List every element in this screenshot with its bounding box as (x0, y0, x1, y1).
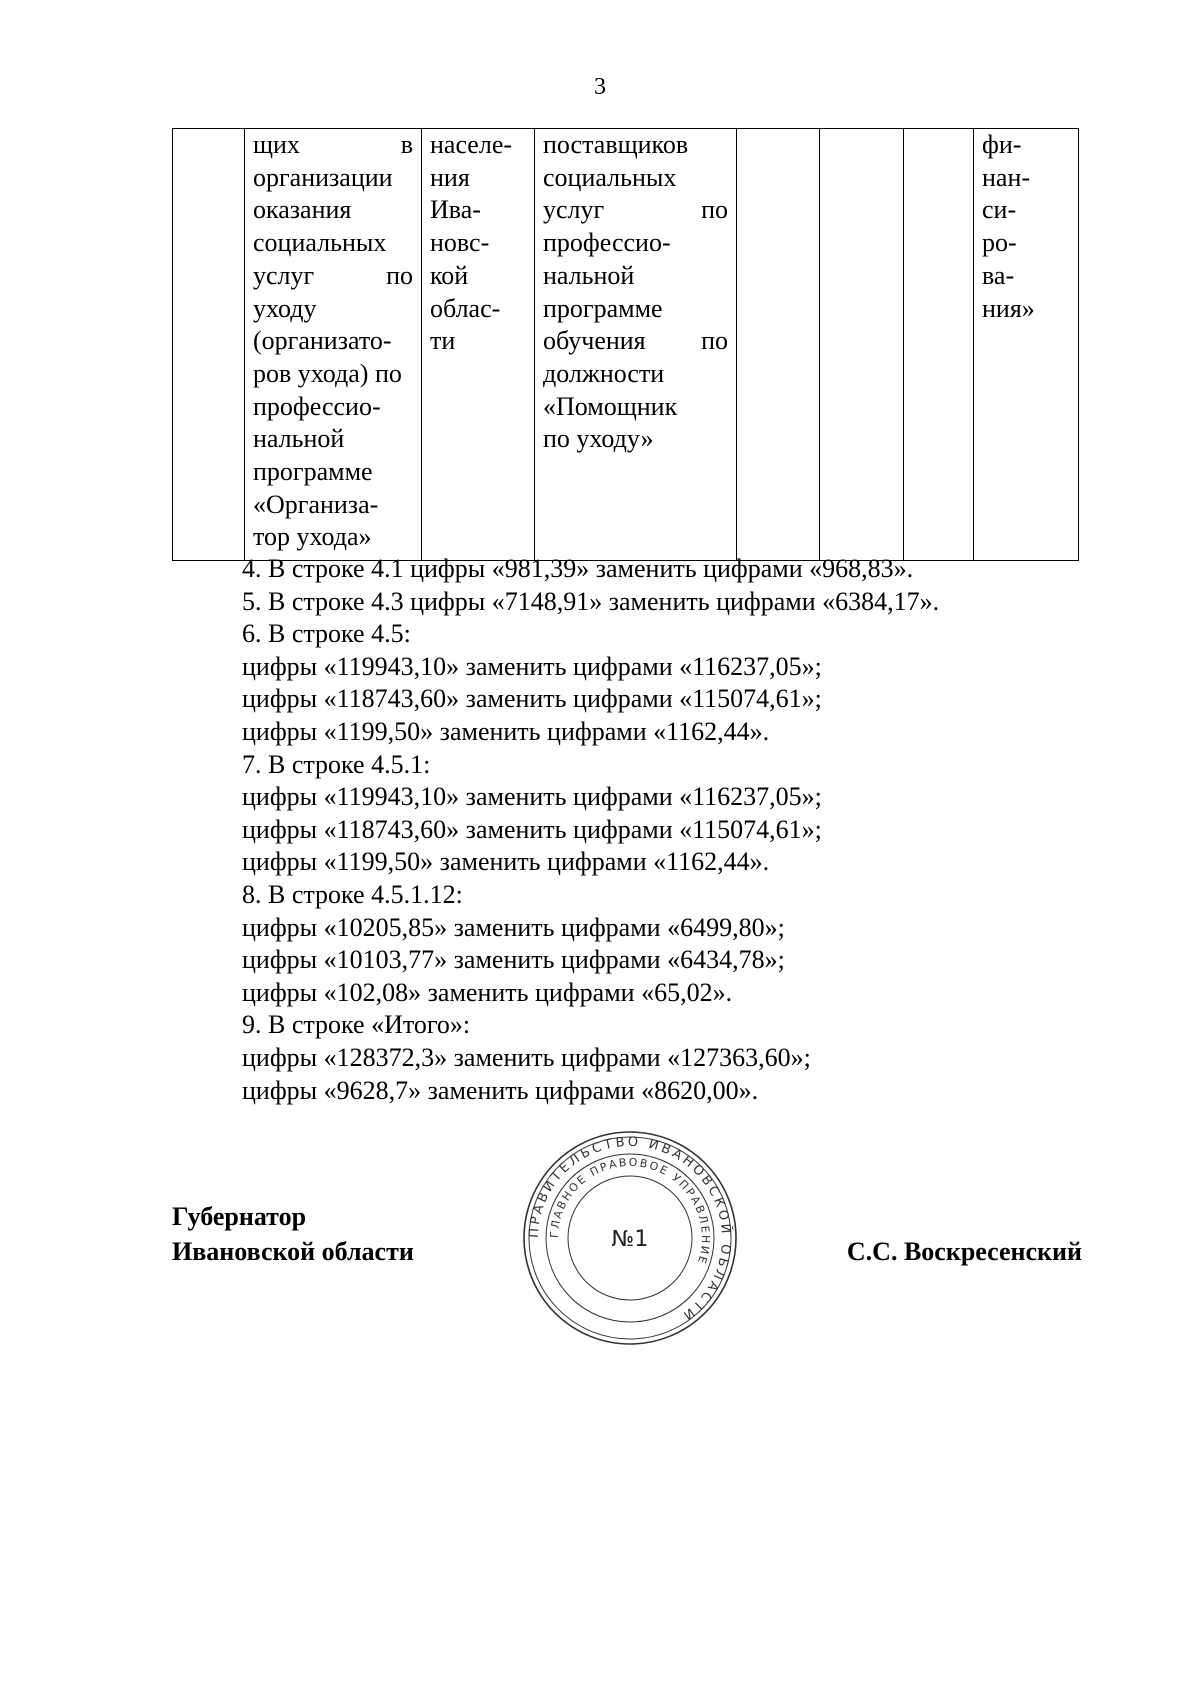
cell-text-line: (организато- (253, 326, 392, 356)
amendment-line: цифры «1199,50» заменить цифрами «1162,44». (242, 847, 770, 877)
signatory-name: С.С. Воскресенский (846, 1237, 1082, 1266)
cell-text-line: новс- (430, 228, 490, 258)
table-row (173, 129, 1079, 561)
cell-text-line: по уходу» (543, 424, 654, 454)
cell-text-line: Ива- (430, 195, 481, 225)
cell-text-line: должности (543, 358, 665, 388)
official-seal (520, 1128, 740, 1348)
cell-text-line: поставщиков (543, 130, 689, 159)
amendment-line: цифры «119943,10» заменить цифрами «116237,05»; (242, 651, 822, 681)
cell-text-line: «Организа- (253, 489, 379, 519)
table-cell (974, 129, 1079, 561)
seal-outer-text: ПРАВИТЕЛЬСТВО ИВАНОВСКОЙ ОБЛАСТИ (526, 1134, 734, 1325)
cell-text-line: си- (982, 195, 1017, 225)
amendment-line: цифры «9628,7» заменить цифрами «8620,00». (242, 1075, 759, 1105)
cell-text-line: программе (253, 457, 373, 487)
cell-text-line (253, 129, 413, 162)
cell-text-line: социальных (253, 228, 387, 258)
cell-word: по (701, 195, 728, 225)
page-number: 3 (594, 74, 606, 100)
cell-text-line: нан- (982, 162, 1031, 192)
cell-text-line: ва- (982, 260, 1015, 290)
amendment-line: 5. В строке 4.3 цифры «7148,91» заменить цифрами «6384,17». (242, 586, 940, 616)
cell-text-line: нальной (253, 424, 345, 454)
cell-text-line: ния (430, 162, 470, 192)
cell-text-line: профессио- (253, 391, 381, 421)
seal-number: №1 (611, 1227, 649, 1252)
cell-text-line: оказания (253, 195, 352, 225)
amendment-line: цифры «128372,3» заменить цифрами «127363,60»; (242, 1042, 811, 1072)
signatory-title (172, 1199, 414, 1269)
cell-text-line (253, 260, 413, 293)
cell-text-line: организации (253, 162, 393, 192)
cell-word: услуг (253, 260, 315, 290)
signatory-title-line: Ивановской области (172, 1237, 414, 1266)
cell-text-line: нальной (543, 260, 635, 290)
cell-text-line: фи- (982, 130, 1022, 159)
cell-text-line: профессио- (543, 228, 671, 258)
cell-text-line: социальных (543, 162, 677, 192)
amendment-line: 9. В строке «Итого»: (242, 1010, 471, 1040)
amendment-line: 4. В строке 4.1 цифры «981,39» заменить цифрами «968,83». (242, 554, 914, 583)
cell-text-line: населе- (430, 130, 513, 159)
amendments-list (242, 553, 1142, 1107)
amendment-line: 7. В строке 4.5.1: (242, 749, 431, 779)
cell-text-line: ния» (982, 293, 1035, 323)
amendment-line: цифры «118743,60» заменить цифрами «115074,61»; (242, 684, 822, 714)
cell-text-line: ро- (982, 228, 1017, 258)
table-cell (904, 129, 974, 561)
cell-text-line: ров ухода) по (253, 358, 402, 388)
amendment-line: цифры «102,08» заменить цифрами «65,02». (242, 977, 733, 1007)
cell-text-line: кой (430, 260, 469, 290)
table-cell (422, 129, 535, 561)
table-cell (535, 129, 737, 561)
cell-text-line: ти (430, 326, 456, 356)
cell-word: услуг (543, 195, 605, 225)
amendment-line: цифры «118743,60» заменить цифрами «115074,61»; (242, 814, 822, 844)
amendment-line: цифры «1199,50» заменить цифрами «1162,44». (242, 716, 770, 746)
cell-word: в (400, 130, 413, 159)
cell-word: по (701, 326, 728, 356)
table-cell (173, 129, 245, 561)
seal-graphic (520, 1128, 740, 1348)
amendment-line: 8. В строке 4.5.1.12: (242, 879, 463, 909)
amendment-line: цифры «119943,10» заменить цифрами «116237,05»; (242, 782, 822, 812)
cell-text-line (543, 194, 728, 227)
continuation-table (172, 128, 1079, 561)
cell-text-line: тор ухода» (253, 522, 372, 552)
cell-text-line: облас- (430, 293, 501, 323)
table-cell (737, 129, 820, 561)
amendment-line: 6. В строке 4.5: (242, 619, 411, 649)
amendment-line: цифры «10205,85» заменить цифрами «6499,80»; (242, 912, 785, 942)
cell-text-line: уходу (253, 293, 317, 323)
cell-word: щих (253, 130, 300, 159)
table-cell (820, 129, 904, 561)
cell-word: по (386, 260, 413, 290)
signatory-title-line: Губернатор (172, 1202, 307, 1231)
cell-text-line (543, 325, 728, 358)
cell-text-line: программе (543, 293, 663, 323)
amendment-line: цифры «10103,77» заменить цифрами «6434,78»; (242, 945, 785, 975)
cell-text-line: «Помощник (543, 391, 678, 421)
seal-inner-text: ГЛАВНОЕ ПРАВОВОЕ УПРАВЛЕНИЕ (547, 1155, 713, 1267)
table-cell (245, 129, 422, 561)
cell-word: обучения (543, 326, 646, 356)
